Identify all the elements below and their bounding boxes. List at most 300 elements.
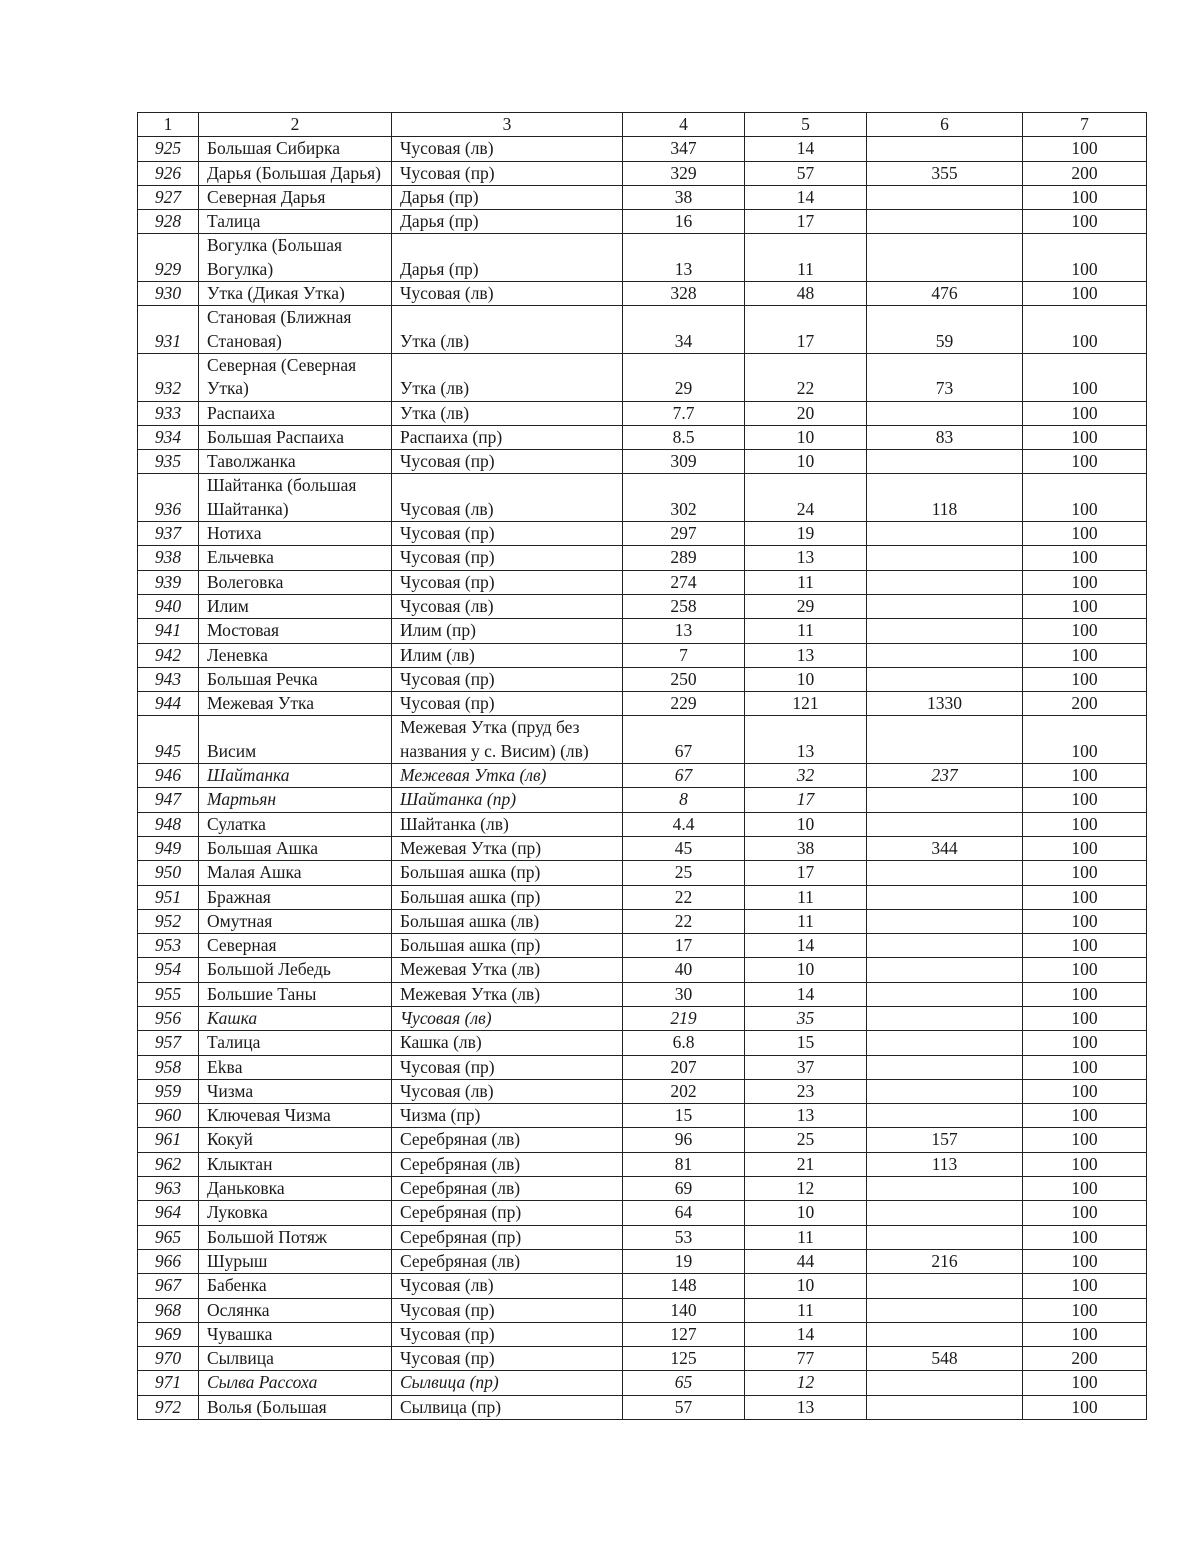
value-col-4: 13	[623, 619, 745, 643]
mouth-river: Серебряная (лв)	[392, 1177, 623, 1201]
value-col-7: 100	[1023, 546, 1147, 570]
value-col-6	[867, 1177, 1023, 1201]
river-name: Бабенка	[199, 1274, 392, 1298]
river-name: Нотиха	[199, 522, 392, 546]
value-col-4: 19	[623, 1249, 745, 1273]
table-row	[138, 1322, 1147, 1346]
river-name: Сылва Рассоха	[199, 1371, 392, 1395]
river-name: Илим	[199, 594, 392, 618]
value-col-4: 258	[623, 594, 745, 618]
river-name: Талица	[199, 1031, 392, 1055]
value-col-7: 100	[1023, 570, 1147, 594]
value-col-5: 17	[745, 210, 867, 234]
value-col-7: 100	[1023, 1079, 1147, 1103]
row-number: 952	[138, 909, 199, 933]
value-col-4: 81	[623, 1152, 745, 1176]
value-col-4: 4.4	[623, 812, 745, 836]
value-col-7: 100	[1023, 788, 1147, 812]
river-name: Мартьян	[199, 788, 392, 812]
value-col-5: 17	[745, 788, 867, 812]
mouth-river: Чусовая (лв)	[392, 1079, 623, 1103]
river-name: Чувашка	[199, 1322, 392, 1346]
value-col-7: 100	[1023, 1201, 1147, 1225]
mouth-river: Илим (пр)	[392, 619, 623, 643]
value-col-4: 67	[623, 764, 745, 788]
value-col-5: 38	[745, 836, 867, 860]
value-col-4: 202	[623, 1079, 745, 1103]
table-row	[138, 425, 1147, 449]
row-number: 943	[138, 667, 199, 691]
river-name: Северная (Северная Утка)	[199, 353, 392, 401]
row-number: 936	[138, 474, 199, 522]
header-cell-7: 7	[1023, 113, 1147, 137]
mouth-river: Межевая Утка (пр)	[392, 836, 623, 860]
table-row	[138, 667, 1147, 691]
value-col-7: 100	[1023, 836, 1147, 860]
value-col-4: 69	[623, 1177, 745, 1201]
value-col-6	[867, 958, 1023, 982]
value-col-6	[867, 401, 1023, 425]
value-col-5: 35	[745, 1006, 867, 1030]
mouth-river: Дарья (пр)	[392, 185, 623, 209]
mouth-river: Утка (лв)	[392, 401, 623, 425]
value-col-4: 207	[623, 1055, 745, 1079]
value-col-6	[867, 716, 1023, 764]
river-name: Бражная	[199, 885, 392, 909]
value-col-6: 344	[867, 836, 1023, 860]
value-col-5: 11	[745, 619, 867, 643]
value-col-5: 21	[745, 1152, 867, 1176]
value-col-5: 10	[745, 958, 867, 982]
table-row	[138, 282, 1147, 306]
table-row	[138, 619, 1147, 643]
table-row	[138, 1055, 1147, 1079]
value-col-7: 100	[1023, 594, 1147, 618]
table-row	[138, 450, 1147, 474]
mouth-river: Чусовая (пр)	[392, 1347, 623, 1371]
value-col-4: 96	[623, 1128, 745, 1152]
value-col-6	[867, 1079, 1023, 1103]
row-number: 932	[138, 353, 199, 401]
value-col-7: 100	[1023, 425, 1147, 449]
value-col-4: 16	[623, 210, 745, 234]
header-cell-6: 6	[867, 113, 1023, 137]
row-number: 962	[138, 1152, 199, 1176]
value-col-6	[867, 1031, 1023, 1055]
mouth-river: Сылвица (пр)	[392, 1371, 623, 1395]
river-name: Большой Потяж	[199, 1225, 392, 1249]
river-name: Шайтанка (большая Шайтанка)	[199, 474, 392, 522]
row-number: 963	[138, 1177, 199, 1201]
value-col-6	[867, 885, 1023, 909]
table-row	[138, 1371, 1147, 1395]
value-col-6	[867, 982, 1023, 1006]
value-col-6: 548	[867, 1347, 1023, 1371]
river-name: Луковка	[199, 1201, 392, 1225]
value-col-5: 25	[745, 1128, 867, 1152]
value-col-4: 127	[623, 1322, 745, 1346]
river-name: Становая (Ближная Становая)	[199, 306, 392, 354]
river-name: Межевая Утка	[199, 692, 392, 716]
river-name: Сылвица	[199, 1347, 392, 1371]
row-number: 957	[138, 1031, 199, 1055]
mouth-river: Утка (лв)	[392, 353, 623, 401]
value-col-4: 53	[623, 1225, 745, 1249]
table-row	[138, 1298, 1147, 1322]
value-col-6	[867, 1225, 1023, 1249]
row-number: 930	[138, 282, 199, 306]
header-cell-5: 5	[745, 113, 867, 137]
value-col-4: 15	[623, 1104, 745, 1128]
value-col-6	[867, 1006, 1023, 1030]
value-col-5: 11	[745, 885, 867, 909]
river-name: Волеговка	[199, 570, 392, 594]
value-col-5: 10	[745, 812, 867, 836]
mouth-river: Серебряная (лв)	[392, 1152, 623, 1176]
river-name: Кокуй	[199, 1128, 392, 1152]
value-col-5: 14	[745, 1322, 867, 1346]
row-number: 935	[138, 450, 199, 474]
value-col-5: 14	[745, 982, 867, 1006]
value-col-5: 14	[745, 934, 867, 958]
river-name: Вогулка (Большая Вогулка)	[199, 234, 392, 282]
value-col-6	[867, 1298, 1023, 1322]
value-col-4: 29	[623, 353, 745, 401]
table-row	[138, 234, 1147, 282]
value-col-7: 100	[1023, 861, 1147, 885]
value-col-4: 64	[623, 1201, 745, 1225]
value-col-5: 22	[745, 353, 867, 401]
value-col-7: 100	[1023, 522, 1147, 546]
row-number: 938	[138, 546, 199, 570]
value-col-7: 100	[1023, 1371, 1147, 1395]
river-name: Ключевая Чизма	[199, 1104, 392, 1128]
mouth-river: Чусовая (пр)	[392, 546, 623, 570]
value-col-7: 100	[1023, 1128, 1147, 1152]
row-number: 956	[138, 1006, 199, 1030]
value-col-7: 200	[1023, 1347, 1147, 1371]
value-col-5: 10	[745, 450, 867, 474]
value-col-4: 25	[623, 861, 745, 885]
table-row	[138, 1031, 1147, 1055]
value-col-4: 13	[623, 234, 745, 282]
table-row	[138, 161, 1147, 185]
row-number: 964	[138, 1201, 199, 1225]
value-col-6	[867, 185, 1023, 209]
value-col-5: 77	[745, 1347, 867, 1371]
value-col-7: 100	[1023, 450, 1147, 474]
value-col-5: 13	[745, 716, 867, 764]
mouth-river: Чусовая (лв)	[392, 1274, 623, 1298]
value-col-7: 100	[1023, 282, 1147, 306]
value-col-6	[867, 812, 1023, 836]
value-col-4: 309	[623, 450, 745, 474]
value-col-6	[867, 1055, 1023, 1079]
table-row	[138, 812, 1147, 836]
value-col-6: 476	[867, 282, 1023, 306]
mouth-river: Серебряная (пр)	[392, 1201, 623, 1225]
river-name: Северная Дарья	[199, 185, 392, 209]
mouth-river: Дарья (пр)	[392, 234, 623, 282]
value-col-5: 121	[745, 692, 867, 716]
row-number: 971	[138, 1371, 199, 1395]
river-name: Ельчевка	[199, 546, 392, 570]
value-col-7: 100	[1023, 137, 1147, 161]
value-col-6	[867, 1395, 1023, 1419]
value-col-5: 10	[745, 667, 867, 691]
row-number: 960	[138, 1104, 199, 1128]
mouth-river: Серебряная (лв)	[392, 1249, 623, 1273]
row-number: 968	[138, 1298, 199, 1322]
value-col-4: 22	[623, 885, 745, 909]
value-col-6	[867, 1274, 1023, 1298]
header-cell-4: 4	[623, 113, 745, 137]
table-row	[138, 1249, 1147, 1273]
row-number: 949	[138, 836, 199, 860]
row-number: 953	[138, 934, 199, 958]
value-col-4: 8.5	[623, 425, 745, 449]
river-name: Талица	[199, 210, 392, 234]
value-col-7: 100	[1023, 1249, 1147, 1273]
mouth-river: Чусовая (пр)	[392, 570, 623, 594]
value-col-5: 15	[745, 1031, 867, 1055]
river-name: Большая Речка	[199, 667, 392, 691]
value-col-6: 59	[867, 306, 1023, 354]
value-col-4: 274	[623, 570, 745, 594]
row-number: 925	[138, 137, 199, 161]
row-number: 965	[138, 1225, 199, 1249]
value-col-5: 37	[745, 1055, 867, 1079]
value-col-5: 13	[745, 1395, 867, 1419]
table-row	[138, 909, 1147, 933]
value-col-6	[867, 861, 1023, 885]
table-row	[138, 643, 1147, 667]
row-number: 939	[138, 570, 199, 594]
mouth-river: Серебряная (лв)	[392, 1128, 623, 1152]
table-row	[138, 353, 1147, 401]
row-number: 941	[138, 619, 199, 643]
table-row	[138, 1177, 1147, 1201]
row-number: 942	[138, 643, 199, 667]
mouth-river: Межевая Утка (лв)	[392, 764, 623, 788]
mouth-river: Серебряная (пр)	[392, 1225, 623, 1249]
river-name: Большая Ашка	[199, 836, 392, 860]
value-col-7: 100	[1023, 982, 1147, 1006]
value-col-6: 1330	[867, 692, 1023, 716]
value-col-7: 100	[1023, 474, 1147, 522]
value-col-5: 10	[745, 1201, 867, 1225]
mouth-river: Сылвица (пр)	[392, 1395, 623, 1419]
value-col-7: 100	[1023, 1322, 1147, 1346]
river-name: Омутная	[199, 909, 392, 933]
value-col-7: 100	[1023, 812, 1147, 836]
row-number: 926	[138, 161, 199, 185]
value-col-6	[867, 234, 1023, 282]
table-row	[138, 306, 1147, 354]
table-row	[138, 137, 1147, 161]
river-name: Распаиха	[199, 401, 392, 425]
mouth-river: Чусовая (пр)	[392, 1298, 623, 1322]
mouth-river: Большая ашка (лв)	[392, 909, 623, 933]
table-row	[138, 522, 1147, 546]
table-row	[138, 1201, 1147, 1225]
row-number: 972	[138, 1395, 199, 1419]
river-name: Таволжанка	[199, 450, 392, 474]
mouth-river: Илим (лв)	[392, 643, 623, 667]
row-number: 955	[138, 982, 199, 1006]
value-col-6: 113	[867, 1152, 1023, 1176]
river-name: Даньковка	[199, 1177, 392, 1201]
table-row	[138, 1006, 1147, 1030]
value-col-4: 17	[623, 934, 745, 958]
mouth-river: Межевая Утка (пруд без названия у с. Висим) (лв)	[392, 716, 623, 764]
row-number: 961	[138, 1128, 199, 1152]
value-col-6: 216	[867, 1249, 1023, 1273]
river-name: Леневка	[199, 643, 392, 667]
value-col-6	[867, 909, 1023, 933]
table-row	[138, 546, 1147, 570]
value-col-7: 200	[1023, 161, 1147, 185]
row-number: 927	[138, 185, 199, 209]
row-number: 970	[138, 1347, 199, 1371]
value-col-4: 328	[623, 282, 745, 306]
mouth-river: Чусовая (лв)	[392, 474, 623, 522]
mouth-river: Чусовая (лв)	[392, 1006, 623, 1030]
row-number: 946	[138, 764, 199, 788]
mouth-river: Большая ашка (пр)	[392, 934, 623, 958]
value-col-5: 10	[745, 1274, 867, 1298]
row-number: 929	[138, 234, 199, 282]
value-col-7: 100	[1023, 1274, 1147, 1298]
value-col-5: 14	[745, 137, 867, 161]
value-col-5: 44	[745, 1249, 867, 1273]
value-col-4: 219	[623, 1006, 745, 1030]
value-col-5: 17	[745, 306, 867, 354]
value-col-4: 229	[623, 692, 745, 716]
river-name: Большая Распаиха	[199, 425, 392, 449]
table-row	[138, 885, 1147, 909]
value-col-4: 57	[623, 1395, 745, 1419]
value-col-5: 48	[745, 282, 867, 306]
value-col-5: 13	[745, 546, 867, 570]
row-number: 950	[138, 861, 199, 885]
mouth-river: Распаиха (пр)	[392, 425, 623, 449]
table-row	[138, 1347, 1147, 1371]
mouth-river: Чусовая (пр)	[392, 450, 623, 474]
header-cell-3: 3	[392, 113, 623, 137]
value-col-6	[867, 450, 1023, 474]
value-col-7: 100	[1023, 716, 1147, 764]
value-col-5: 11	[745, 1298, 867, 1322]
value-col-6	[867, 594, 1023, 618]
table-row	[138, 1274, 1147, 1298]
table-row	[138, 185, 1147, 209]
value-col-4: 65	[623, 1371, 745, 1395]
river-table	[137, 112, 1147, 1420]
value-col-4: 140	[623, 1298, 745, 1322]
value-col-6	[867, 1371, 1023, 1395]
table-row	[138, 1152, 1147, 1176]
value-col-7: 100	[1023, 1395, 1147, 1419]
table-row	[138, 692, 1147, 716]
mouth-river: Кашка (лв)	[392, 1031, 623, 1055]
mouth-river: Чусовая (пр)	[392, 667, 623, 691]
river-name: Волья (Большая	[199, 1395, 392, 1419]
value-col-6	[867, 1104, 1023, 1128]
river-name: Большие Таны	[199, 982, 392, 1006]
table-row	[138, 764, 1147, 788]
value-col-4: 302	[623, 474, 745, 522]
table-row	[138, 1225, 1147, 1249]
value-col-5: 24	[745, 474, 867, 522]
value-col-5: 17	[745, 861, 867, 885]
row-number: 928	[138, 210, 199, 234]
value-col-7: 100	[1023, 958, 1147, 982]
row-number: 954	[138, 958, 199, 982]
value-col-7: 100	[1023, 1031, 1147, 1055]
river-name: Шурыш	[199, 1249, 392, 1273]
table-row	[138, 570, 1147, 594]
row-number: 966	[138, 1249, 199, 1273]
value-col-7: 100	[1023, 1055, 1147, 1079]
value-col-4: 6.8	[623, 1031, 745, 1055]
river-name: Малая Ашка	[199, 861, 392, 885]
value-col-5: 14	[745, 185, 867, 209]
value-col-5: 20	[745, 401, 867, 425]
row-number: 934	[138, 425, 199, 449]
value-col-5: 57	[745, 161, 867, 185]
value-col-6	[867, 643, 1023, 667]
value-col-5: 11	[745, 234, 867, 282]
table-row	[138, 958, 1147, 982]
mouth-river: Утка (лв)	[392, 306, 623, 354]
value-col-4: 7.7	[623, 401, 745, 425]
row-number: 944	[138, 692, 199, 716]
value-col-5: 11	[745, 909, 867, 933]
value-col-6: 73	[867, 353, 1023, 401]
river-name: Мостовая	[199, 619, 392, 643]
value-col-4: 347	[623, 137, 745, 161]
table-row	[138, 934, 1147, 958]
header-cell-2: 2	[199, 113, 392, 137]
value-col-7: 100	[1023, 1006, 1147, 1030]
mouth-river: Чусовая (лв)	[392, 594, 623, 618]
value-col-5: 11	[745, 570, 867, 594]
value-col-6: 355	[867, 161, 1023, 185]
table-row	[138, 474, 1147, 522]
value-col-7: 100	[1023, 306, 1147, 354]
river-name: Северная	[199, 934, 392, 958]
mouth-river: Дарья (пр)	[392, 210, 623, 234]
mouth-river: Шайтанка (лв)	[392, 812, 623, 836]
river-name: Большая Сибирка	[199, 137, 392, 161]
mouth-river: Чусовая (пр)	[392, 692, 623, 716]
mouth-river: Межевая Утка (лв)	[392, 958, 623, 982]
table-row	[138, 982, 1147, 1006]
value-col-4: 125	[623, 1347, 745, 1371]
value-col-5: 32	[745, 764, 867, 788]
value-col-7: 100	[1023, 643, 1147, 667]
value-col-4: 40	[623, 958, 745, 982]
value-col-4: 297	[623, 522, 745, 546]
row-number: 931	[138, 306, 199, 354]
river-name: Ekвa	[199, 1055, 392, 1079]
table-row	[138, 1128, 1147, 1152]
value-col-4: 34	[623, 306, 745, 354]
value-col-6	[867, 788, 1023, 812]
value-col-6	[867, 1322, 1023, 1346]
table-row	[138, 401, 1147, 425]
